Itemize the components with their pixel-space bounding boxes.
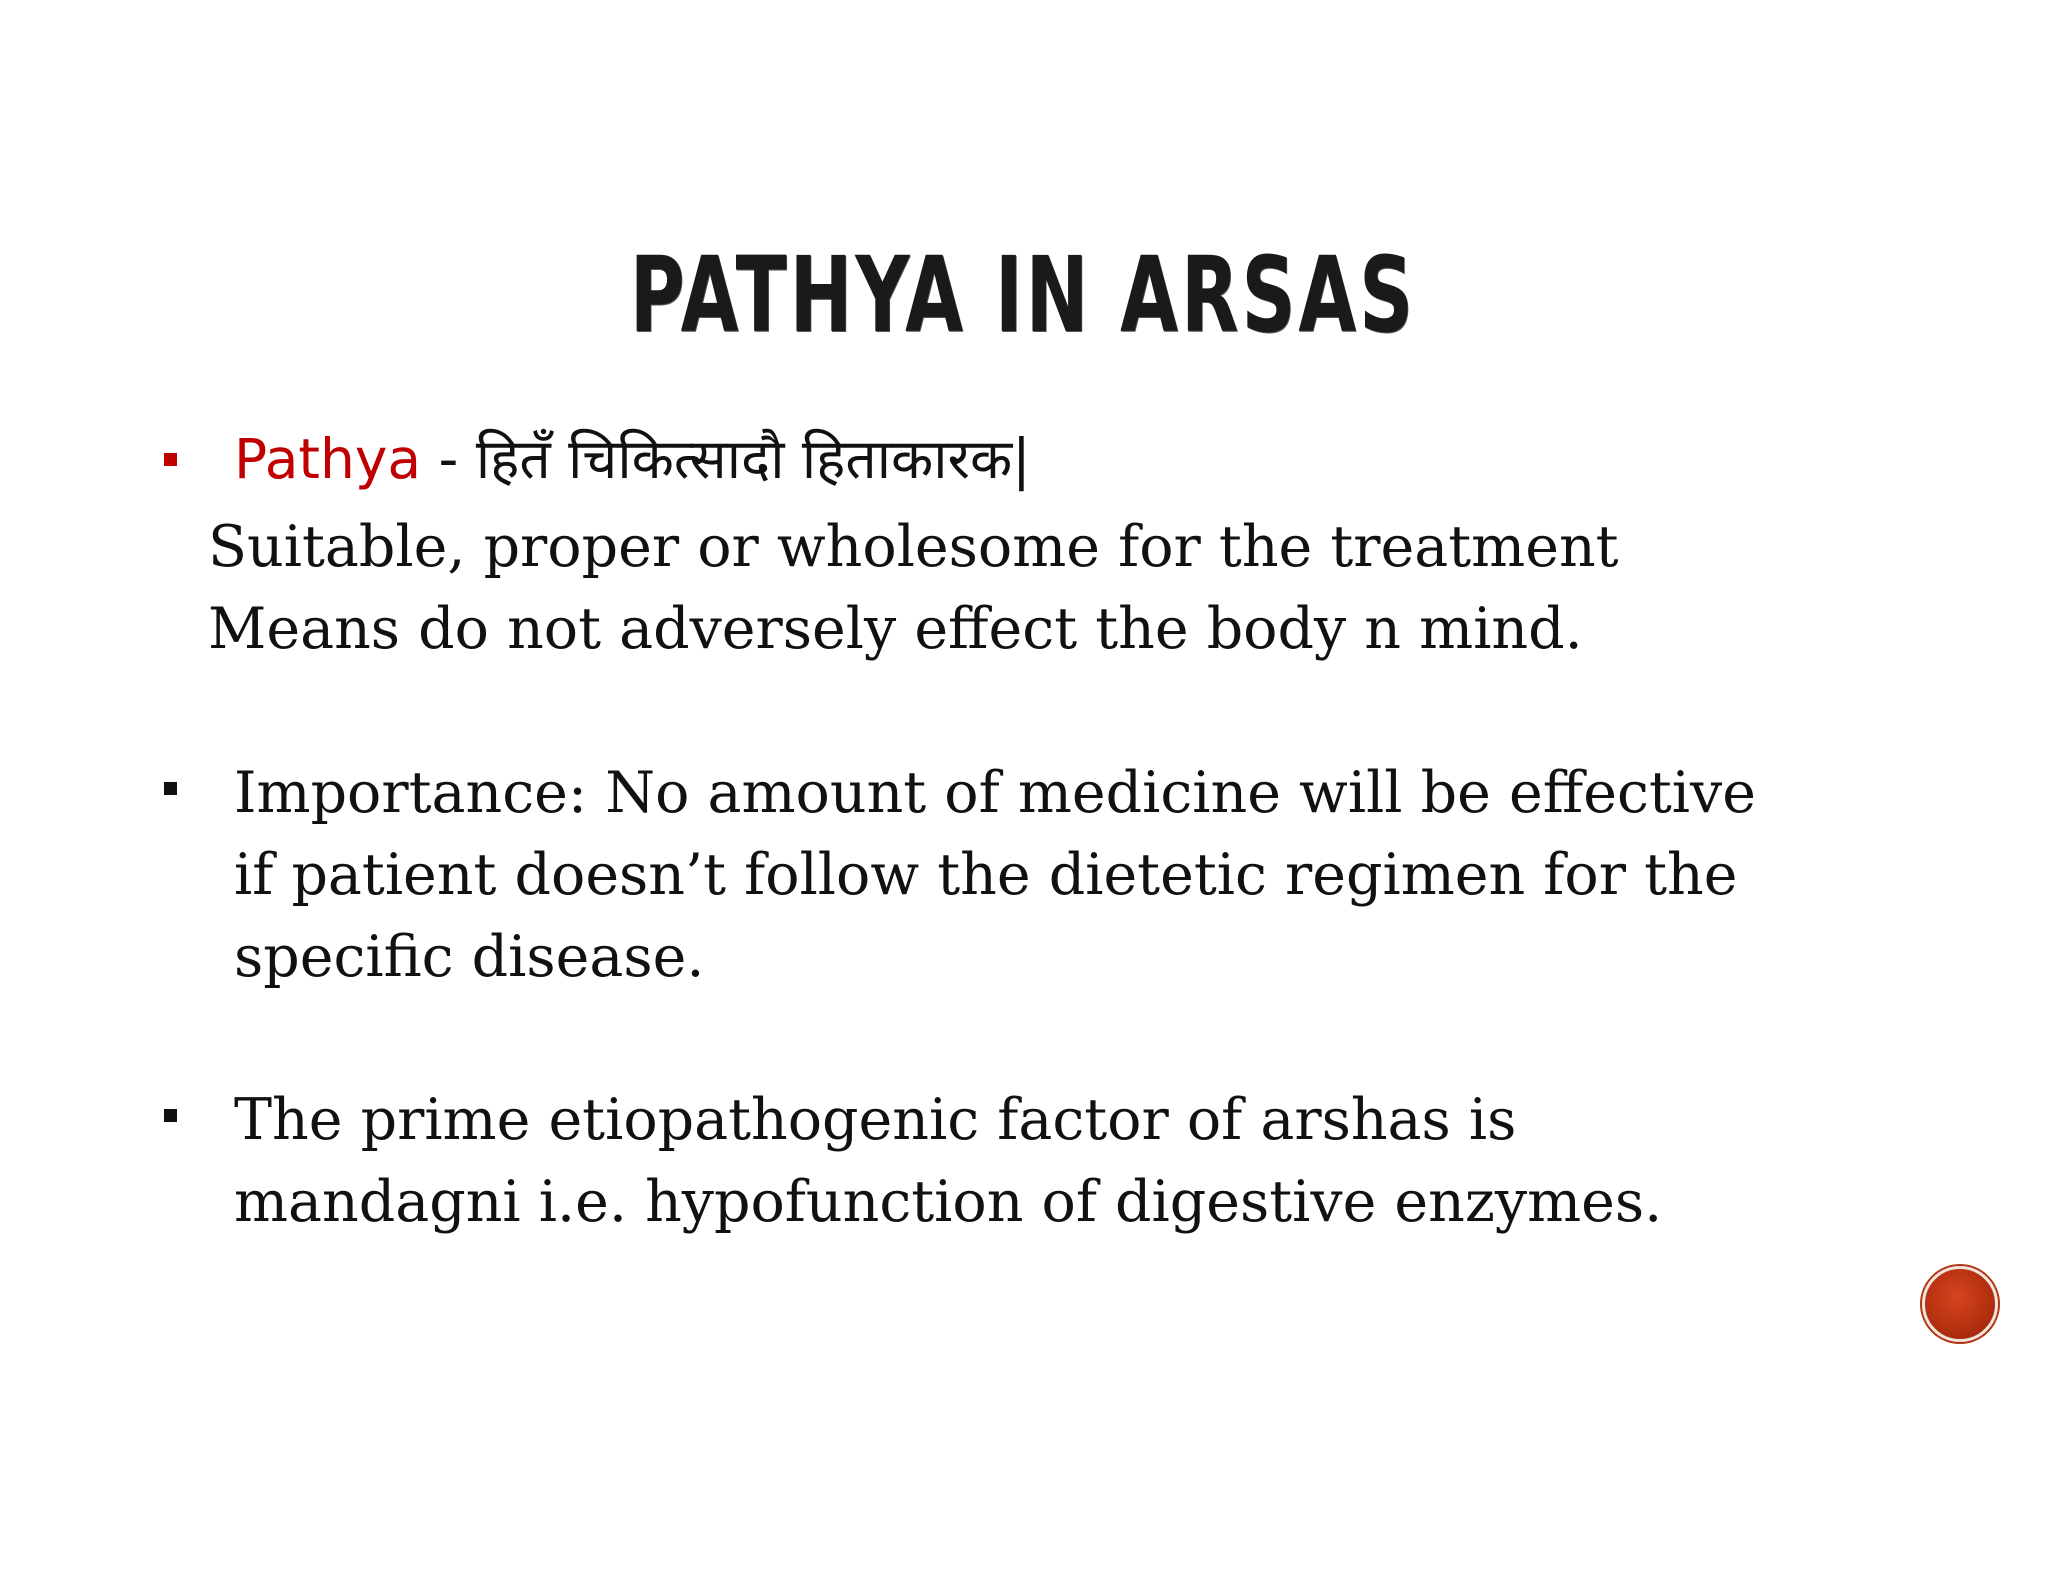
bullet-text-line: The prime etiopathogenic factor of arshas is bbox=[234, 1087, 1517, 1153]
bullet-marker bbox=[164, 1109, 177, 1122]
bullet-text-line: specific disease. bbox=[234, 924, 705, 990]
bullet-text-line: mandagni i.e. hypofunction of digestive enzymes. bbox=[234, 1169, 1663, 1235]
pathya-term: Pathya bbox=[234, 427, 422, 491]
bullet-text-line: if patient doesn’t follow the dietetic regimen for the bbox=[234, 842, 1738, 908]
slide-nav-button[interactable] bbox=[1922, 1266, 1998, 1342]
bullet-text-line: Means do not adversely effect the body n mind. bbox=[208, 596, 1583, 662]
bullet-text-line: Suitable, proper or wholesome for the treatment bbox=[208, 514, 1619, 580]
slide-title: PATHYA IN ARSAS bbox=[629, 234, 1416, 356]
sanskrit-definition: हितँ चिकित्सादौ हिताकारक| bbox=[475, 427, 1031, 491]
pathya-separator: - bbox=[421, 427, 476, 491]
bullet-marker bbox=[164, 453, 177, 466]
bullet-marker bbox=[164, 782, 177, 795]
bullet-text-line: Importance: No amount of medicine will be effective bbox=[234, 760, 1756, 826]
pathya-definition-line bbox=[234, 418, 1031, 500]
